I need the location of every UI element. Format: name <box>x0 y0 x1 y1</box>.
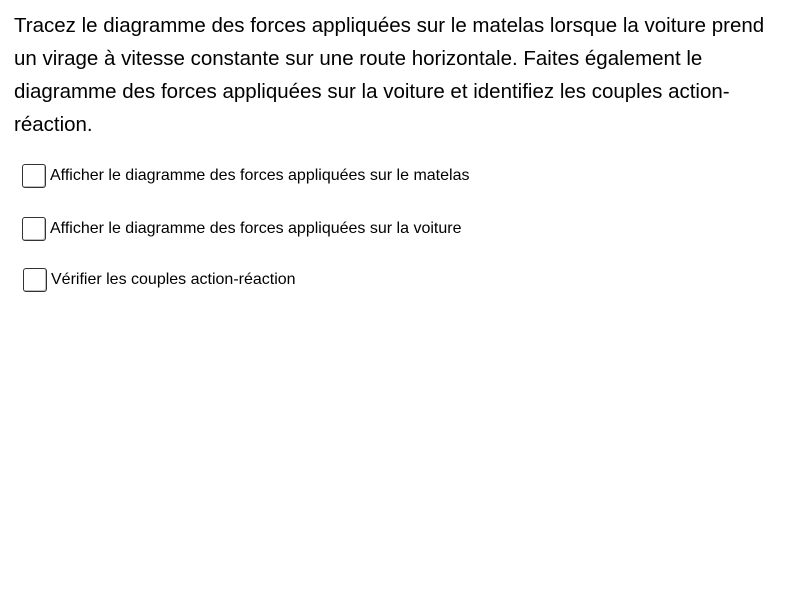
show-mattress-diagram-checkbox[interactable] <box>22 164 46 188</box>
verify-action-reaction-checkbox[interactable] <box>23 268 47 292</box>
show-mattress-diagram-checkbox-row[interactable] <box>22 164 469 188</box>
show-car-diagram-checkbox[interactable] <box>22 217 46 241</box>
verify-action-reaction-label[interactable]: Vérifier les couples action-réaction <box>51 271 296 288</box>
show-car-diagram-checkbox-row[interactable] <box>22 217 461 241</box>
show-car-diagram-label[interactable]: Afficher le diagramme des forces appliquées sur la voiture <box>50 220 462 237</box>
show-mattress-diagram-label[interactable]: Afficher le diagramme des forces appliquées sur le matelas <box>50 167 470 184</box>
instructions-text: Tracez le diagramme des forces appliquées sur le matelas lorsque la voiture prend un virage à vitesse constante sur une route horizontale. Faites également le diagramme des forces appliquées sur la voiture et identifiez les couples action-réaction. <box>14 14 765 136</box>
verify-action-reaction-checkbox-row[interactable] <box>23 268 296 292</box>
